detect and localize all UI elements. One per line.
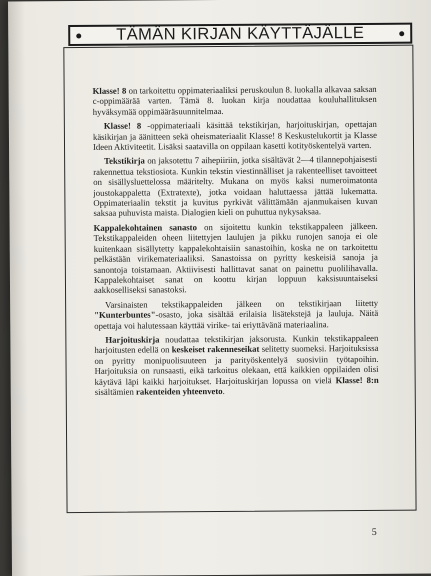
book-page — [8, 0, 431, 576]
paragraph-workbook — [94, 333, 378, 397]
term-bold: Tekstikirja — [104, 155, 145, 167]
paragraph-text: . — [222, 385, 225, 396]
paragraph-text: on jaksotettu 7 aihepiiriin, jotka sisältävät 2—4 tilannepohjaisesti rakennettua tekstiosiota. Kunkin tekstin viestinnälliset ja rakenteelliset tavoitteet on sisällysluettelossa määritelty. Mukana on myös kaksi numeroimatonta joustokappaletta (Extratexte), jotka voidaan haluttaessa jättää lukematta. Oppimateriaalin tekstit ja kuvitus pyrkivät välittämään ajanmukaisen kuvan saksaa puhuvista maista. Dialogien kieli on puhuttua nykysaksaa. — [93, 154, 378, 219]
body-text — [93, 84, 379, 401]
paragraph-intro — [93, 84, 377, 117]
paragraph-text: Varsinaisten tekstikappaleiden jälkeen on tekstikirjaan liitetty — [105, 297, 379, 310]
paragraph-text: sisältämien — [94, 386, 137, 397]
page-number: 5 — [371, 526, 377, 538]
term-bold: keskeiset rakenneseikat — [171, 344, 260, 355]
term-bold: rakenteiden yhteenveto — [135, 385, 223, 397]
section-header — [68, 23, 412, 46]
paragraph-kunterbuntes — [94, 298, 378, 331]
paragraph-vocabulary — [94, 221, 379, 296]
term-bold: "Kunterbuntes" — [94, 309, 156, 321]
paragraph-text: selitetty suomeksi. Harjoituksissa on pyritty monipuolisuuteen ja parityöskentelyä suosiviin työtapoihin. Harjoituksia on runsaasti, eikä tarkoitus olekaan, että kaikkien oppilaiden olisi käytävä läpi kaikki harjoitukset. Harjoituskirjan lopussa on vielä — [94, 343, 379, 387]
paragraph-text: on tarkoitettu oppimateriaaliksi peruskoulun 8. luokalla alkavaa saksan c-oppimäärää varten. Tämä 8. luokan kirja noudattaa kouluhallituksen hyväksymää oppimääräsuunnitelmaa. — [92, 83, 377, 117]
term-bold: Harjoituskirja — [105, 334, 160, 345]
bullet-dot-icon — [76, 33, 81, 38]
paragraph-text: -osasto, joka sisältää erilaisia lisätekstejä ja lauluja. Näitä opettaja voi halutessaan käyttää virike- tai eriyttävänä materiaalina. — [94, 308, 379, 331]
term-bold: Kappalekohtainen sanasto — [93, 222, 197, 233]
term-bold: Klasse! 8 — [92, 85, 127, 96]
paragraph-materials — [93, 119, 377, 152]
paragraph-text: -oppimateriaali käsittää tekstikirjan, harjoituskirjan, opettajan käsikirjan ja äänitteen sekä oheismateriaalit Klasse! 8 Keskustelukortit ja Klasse Ideen Aktiviteetit. Lisäksi saatavilla on oppilaan kasetti kotityöskentelyä varten. — [92, 119, 377, 152]
section-title: TÄMÄN KIRJAN KÄYTTÄJÄLLE — [116, 23, 365, 44]
paragraph-text: noudattaa tekstikirjan jaksorusta. Kunkin tekstikappaleen harjoitusten edellä on — [94, 332, 379, 356]
paragraph-textbook — [93, 154, 377, 218]
term-bold: Klasse! 8:n — [335, 374, 379, 385]
bullet-dot-icon — [399, 31, 404, 36]
term-bold: Klasse! 8 — [103, 120, 142, 132]
paragraph-text: on sijoitettu kunkin tekstikappaleen jälkeen. Tekstikappaleiden oheen liitettyjen laulujen ja pikku runojen sanoja ei ole kuitenkaan sisällytetty kappalekohtaisiin sanastoihin, koska ne on tarkoitettu pelkästään virikemateriaaliksi. Sanastoissa on pyritty keskeisiä sanoja ja sanontoja toistamaan. Aktiivisesti hallittavat sanat on painettu puolilihavalla. Kappalekohtaiset sanat on koottu kirjan loppuun kaksisuuntaiseksi aakkoselliseksi sanastoksi. — [93, 220, 378, 296]
